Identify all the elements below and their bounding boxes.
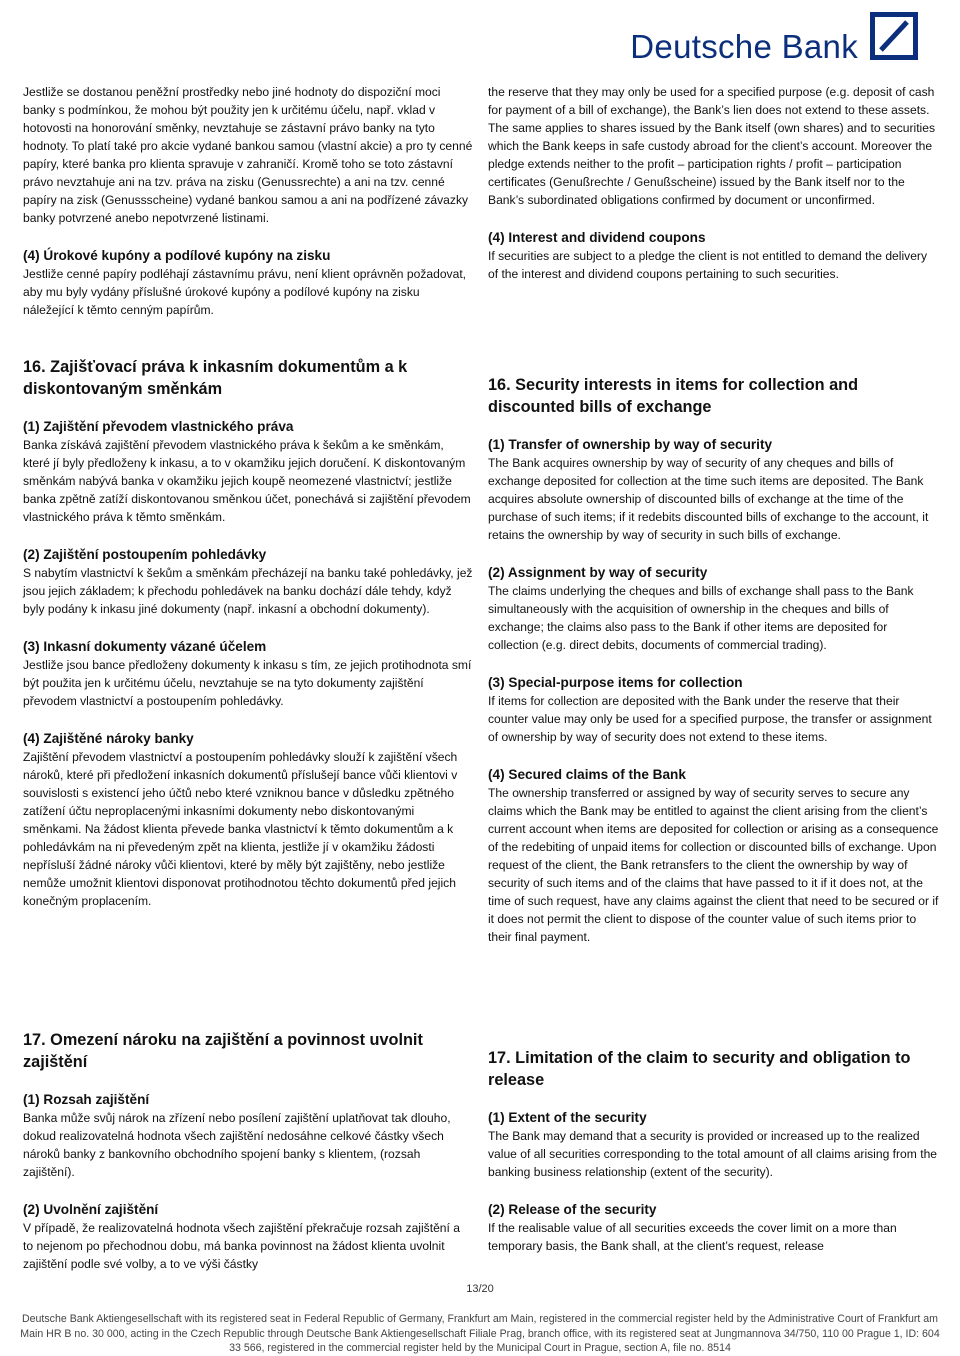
- subsection-heading: (1) Rozsah zajištění: [23, 1092, 150, 1107]
- subsection-text: Banka získává zajištění převodem vlastnického práva k šekům a ke směnkám, které jí byly předloženy k inkasu, a to v okamžiku jejich doručení. K diskontovaným směnkám nabývá banka v okamžiku jejich koupě neomezené vlastnictví; jestliže banka zpětně zatíží diskontovanou směnkou účet, ponechává si zajištění převodem vlastnického práva k těmto směnkám.: [23, 438, 471, 524]
- deutsche-bank-slash-square-icon: [870, 12, 918, 60]
- paragraph-coupons-cz: Jestliže cenné papíry podléhají zástavnímu právu, není klient oprávněn požadovat, aby mu byly vydány příslušné úrokové kupóny a podílové kupóny na zisku náležející k těmto cenným papírům.: [23, 267, 467, 317]
- subsection-heading: (1) Extent of the security: [488, 1110, 647, 1125]
- subsection-text: If the realisable value of all securities exceeds the cover limit on a more than temporary basis, the Bank shall, at the client’s request, release: [488, 1221, 897, 1253]
- section-title: 17. Limitation of the claim to security and obligation to release: [488, 1049, 911, 1089]
- subsection-text: The claims underlying the cheques and bills of exchange shall pass to the Bank simultaneously with the acquisition of ownership in the cheques and bills of exchange; the claims also pass to the Bank if other items are deposited for collection (e.g. direct debits, documents of commercial trading).: [488, 584, 914, 652]
- subsection-text: If items for collection are deposited with the Bank under the reserve that their counter value may only be used for a specified purpose, the transfer or assignment of ownership by way of security does not extend to these items.: [488, 694, 932, 744]
- section-16-en: [488, 374, 940, 946]
- subsection-heading: (3) Inkasní dokumenty vázané účelem: [23, 639, 267, 654]
- subsection-text: Jestliže jsou bance předloženy dokumenty k inkasu s tím, ze jejich protihodnota smí být použita jen k určitému účelu, nevztahuje se na tyto dokumenty zajištění převodem vlastnictví a postoupením pohledávky.: [23, 658, 472, 708]
- subsection-heading: (1) Zajištění převodem vlastnického práva: [23, 419, 294, 434]
- subsection-heading: (4) Secured claims of the Bank: [488, 767, 686, 782]
- deutsche-bank-logo: [630, 6, 918, 66]
- paragraph-lien-exceptions-en: the reserve that they may only be used for a specified purpose (e.g. deposit of cash for payment of a bill of exchange), the Bank’s lien does not extend to these assets. The same applies to shares issued by the Bank itself (own shares) and to securities which the Bank keeps in safe custody abroad for the client’s account. Moreover the pledge extends neither to the profit – participation rights / profit – participation certificates (Genußrechte / Genußscheine) issued by the Bank itself nor to the Bank’s subordinated obligations confirmed by document or unconfirmed.: [488, 85, 936, 207]
- heading-coupons-en: (4) Interest and dividend coupons: [488, 230, 706, 245]
- right-column-top: [488, 83, 940, 283]
- paragraph-lien-exceptions-cz: Jestliže se dostanou peněžní prostředky nebo jiné hodnoty do dispoziční moci banky s podmínkou, že mohou být použity jen k určitému účelu, např. vklad v hotovosti na honorování směnky, nevztahuje se zástavní právo banky na tyto hodnoty. To platí také pro akcie vydané bankou samou (vlastní akcie) a pro ty cenné papíry, které banka pro klienta spravuje v zahraničí. Kromě toho se toto zástavní právo nevztahuje ani na tzv. práva na zisku (Genussrechte) a ani na tzv. cenné papíry na zisk (Genussscheine) vydané bankou samou a ani na podřízené závazky banky potvrzené anebo nepotvrzené listinami.: [23, 85, 473, 225]
- section-title: 16. Security interests in items for collection and discounted bills of exchange: [488, 376, 859, 416]
- subsection-heading: (3) Special-purpose items for collection: [488, 675, 743, 690]
- section-title: 17. Omezení nároku na zajištění a povinnost uvolnit zajištění: [23, 1031, 423, 1071]
- subsection-heading: (4) Zajištěné nároky banky: [23, 731, 194, 746]
- subsection-heading: (2) Assignment by way of security: [488, 565, 708, 580]
- subsection-text: The Bank acquires ownership by way of security of any cheques and bills of exchange deposited for collection at the time such items are deposited. The Bank acquires absolute ownership of discounted bills of exchange at the time of the purchase of such items; if it redebits discounted bills of exchange to the account, it retains the ownership by way of security in such bills of exchange.: [488, 456, 929, 542]
- subsection-text: The ownership transferred or assigned by way of security serves to secure any claims which the Bank may be entitled to against the client arising from the client’s current account when items are deposited for collection or arising as a consequence of the redebiting of unpaid items for collection or discounted bills of exchange. Upon request of the client, the Bank retransfers to the client the ownership by way of security of such items and of the claims that have passed to it if it does not, at the time of such request, have any claims against the client that need to be secured or if it does not permit the client to dispose of the counter value of such items prior to their final payment.: [488, 786, 939, 944]
- subsection-heading: (2) Uvolnění zajištění: [23, 1202, 159, 1217]
- subsection-text: The Bank may demand that a security is provided or increased up to the realized value of all securities corresponding to the total amount of all claims arising from the banking business relationship (extent of the security).: [488, 1129, 938, 1179]
- page-number: 13/20: [466, 1283, 494, 1295]
- section-17-cz: [23, 1029, 473, 1273]
- subsection-text: S nabytím vlastnictví k šekům a směnkám přecházejí na banku také pohledávky, jež jsou jejich základem; k přechodu pohledávek na banku dochází dále tehdy, když byly podány k inkasu jiné dokumenty (např. inkasní a obchodní dokumenty).: [23, 566, 473, 616]
- subsection-heading: (2) Release of the security: [488, 1202, 657, 1217]
- heading-coupons-cz: (4) Úrokové kupóny a podílové kupóny na zisku: [23, 248, 331, 263]
- subsection-text: Zajištění převodem vlastnictví a postoupením pohledávky slouží k zajištění všech nároků, které při předložení inkasních dokumentů příslušejí bance vůči klientovi v souvislosti s existencí jeho účtů nebo které vzniknou bance v důsledku zpětného zatížení účtu neproplacenými inkasními dokumenty nebo diskontovanými směnkami. Na žádost klienta převede banka vlastnictví k těmto dokumentům a k pohledávkám na ni převedeným zpět na klienta, jestliže jí v okamžiku žádosti nepřísluší žádné nároky vůči klientovi, které by měly být zajištěny, nebo jestliže nemůže umožnit klientovi disponovat protihodnotou těchto dokumentů před jejich konečným proplacením.: [23, 750, 458, 908]
- subsection-text: V případě, že realizovatelná hodnota všech zajištění překračuje rozsah zajištění a to nejenom po přechodnou dobu, má banka povinnost na žádost klienta uvolnit zajištění podle své volby, a to ve výši částky: [23, 1221, 460, 1271]
- subsection-text: Banka může svůj nárok na zřízení nebo posílení zajištění uplatňovat tak dlouho, dokud realizovatelná hodnota všech zajištění nedosáhne celkové částky všech nároků banky z bankovního obchodního spojení banky s klientem, (rozsah zajištění).: [23, 1111, 451, 1179]
- left-column-top: [23, 83, 473, 319]
- legal-footer: Deutsche Bank Aktiengesellschaft with its registered seat in Federal Republic of Germany, Frankfurt am Main, registered in the commercial register held by the Administrative Court of Frankfurt am Main HR B no. 30 000, acting in the Czech Republic through Deutsche Bank Aktiengesellschaft Filiale Prag, branch office, with its registered seat at Jungmannova 34/750, 110 00 Prague 1, ID: 604 33 566, registered in the commercial register held by the Municipal Court in Prague, section A, file no. 8514: [20, 1313, 940, 1354]
- section-17-en: [488, 1047, 940, 1255]
- section-title: 16. Zajišťovací práva k inkasním dokumentům a k diskontovaným směnkám: [23, 358, 408, 398]
- section-16-cz: [23, 356, 473, 910]
- logo-wordmark: Deutsche Bank: [630, 28, 858, 65]
- subsection-heading: (1) Transfer of ownership by way of security: [488, 437, 773, 452]
- subsection-heading: (2) Zajištění postoupením pohledávky: [23, 547, 267, 562]
- paragraph-coupons-en: If securities are subject to a pledge the client is not entitled to demand the delivery of the interest and dividend coupons pertaining to such securities.: [488, 249, 927, 281]
